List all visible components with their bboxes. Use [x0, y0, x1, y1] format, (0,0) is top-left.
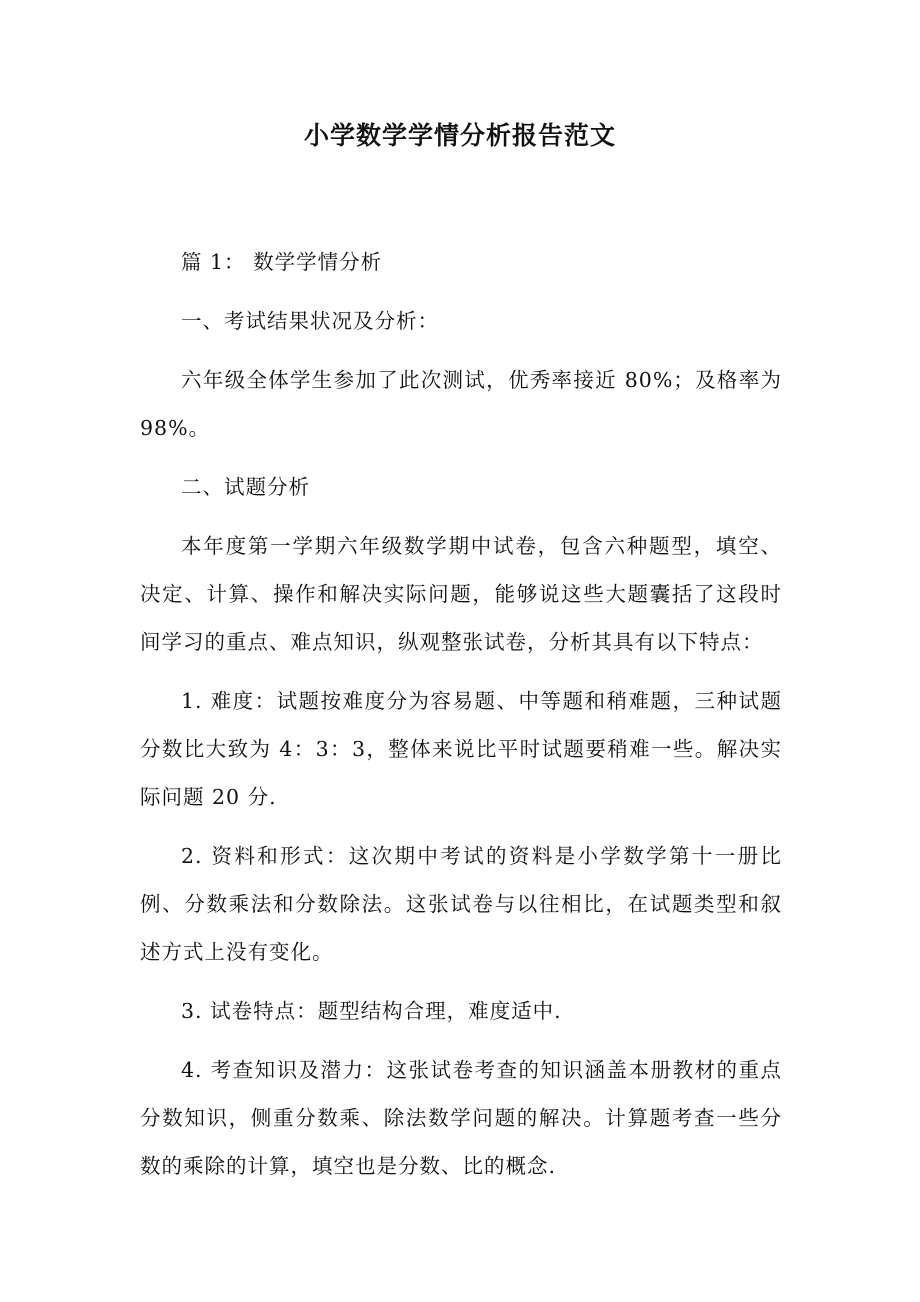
- document-body: [140, 238, 782, 1201]
- paragraph-heading-question-analysis: 二、试题分析: [181, 475, 310, 499]
- document-title: 小学数学学情分析报告范文: [303, 121, 616, 150]
- paragraph-question-overview: 本年度第一学期六年级数学期中试卷，包含六种题型，填空、决定、计算、操作和解决实际问题，能够说这些大题囊括了这段时间学习的重点、难点知识，纵观整张试卷，分析其具有以下特点：: [140, 534, 782, 654]
- paragraph-exam-results: 六年级全体学生参加了此次测试，优秀率接近 80%；及格率为 98%。: [140, 368, 782, 440]
- paragraph-section-heading: 篇 1： 数学学情分析: [181, 250, 383, 274]
- paragraph-point-features: 3. 试卷特点：题型结构合理，难度适中.: [181, 999, 562, 1023]
- paragraph-heading-exam-results: 一、考试结果状况及分析：: [181, 309, 439, 333]
- paragraph-point-content-form: 2. 资料和形式：这次期中考试的资料是小学数学第十一册比例、分数乘法和分数除法。这张试卷与以往相比，在试题类型和叙述方式上没有变化。: [140, 844, 782, 964]
- paragraph-point-knowledge: 4. 考查知识及潜力：这张试卷考查的知识涵盖本册教材的重点分数知识，侧重分数乘、除法数学问题的解决。计算题考查一些分数的乘除的计算，填空也是分数、比的概念.: [140, 1058, 782, 1178]
- paragraph-point-difficulty: 1. 难度：试题按难度分为容易题、中等题和稍难题，三种试题分数比大致为 4：3：3，整体来说比平时试题要稍难一些。解决实际问题 20 分.: [140, 689, 782, 809]
